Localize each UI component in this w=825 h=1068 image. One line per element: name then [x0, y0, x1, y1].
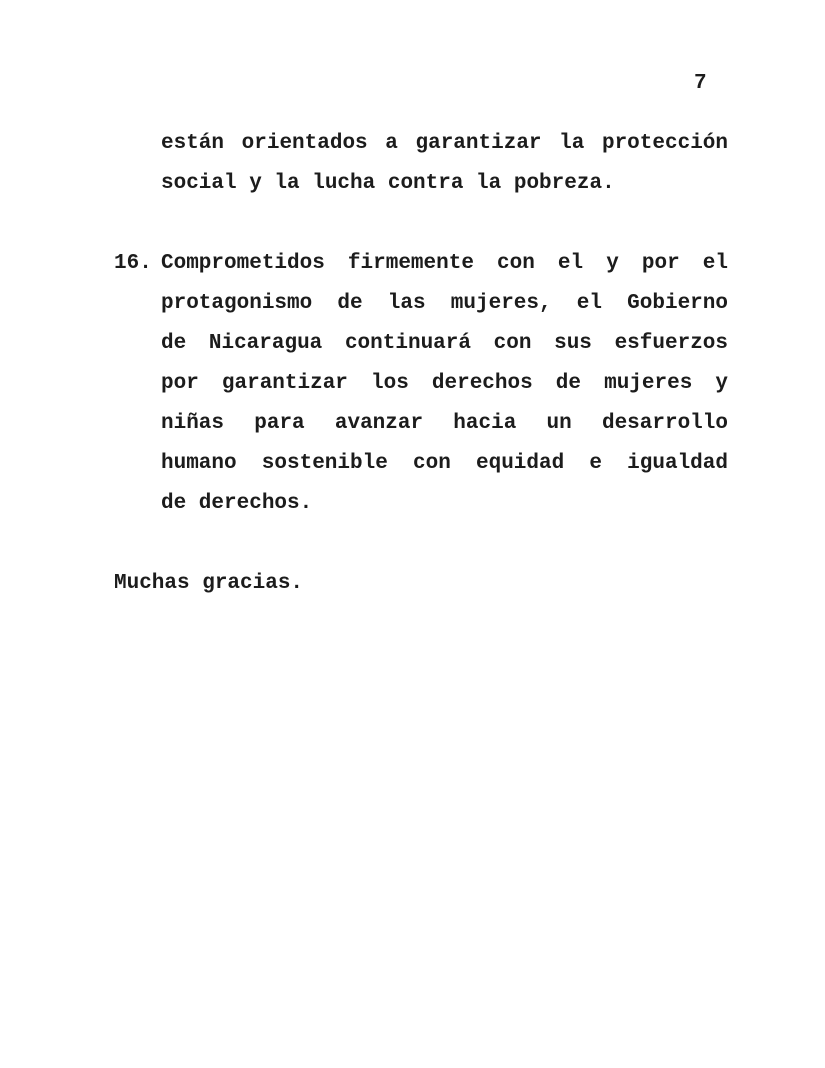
numbered-paragraph [114, 244, 728, 524]
text-line: social y la lucha contra la pobreza. [161, 172, 615, 195]
paragraph-list [114, 124, 728, 524]
text-line: protagonismo de las mujeres, el Gobierno [161, 292, 728, 315]
text-line: humano sostenible con equidad e igualdad [161, 452, 728, 475]
text-line: están orientados a garantizar la protección [161, 132, 728, 155]
text-line: de derechos. [161, 492, 313, 515]
list-number: 16. [114, 252, 152, 275]
paragraph [114, 124, 728, 204]
text-line: de Nicaragua continuará con sus esfuerzos [161, 332, 728, 355]
text-line: Comprometidos firmemente con el y por el [161, 252, 728, 275]
page-number: 7 [694, 72, 707, 95]
text-line: niñas para avanzar hacia un desarrollo [161, 412, 728, 435]
document-content [114, 124, 728, 604]
text-line: por garantizar los derechos de mujeres y [161, 372, 728, 395]
closing-line: Muchas gracias. [114, 572, 304, 595]
